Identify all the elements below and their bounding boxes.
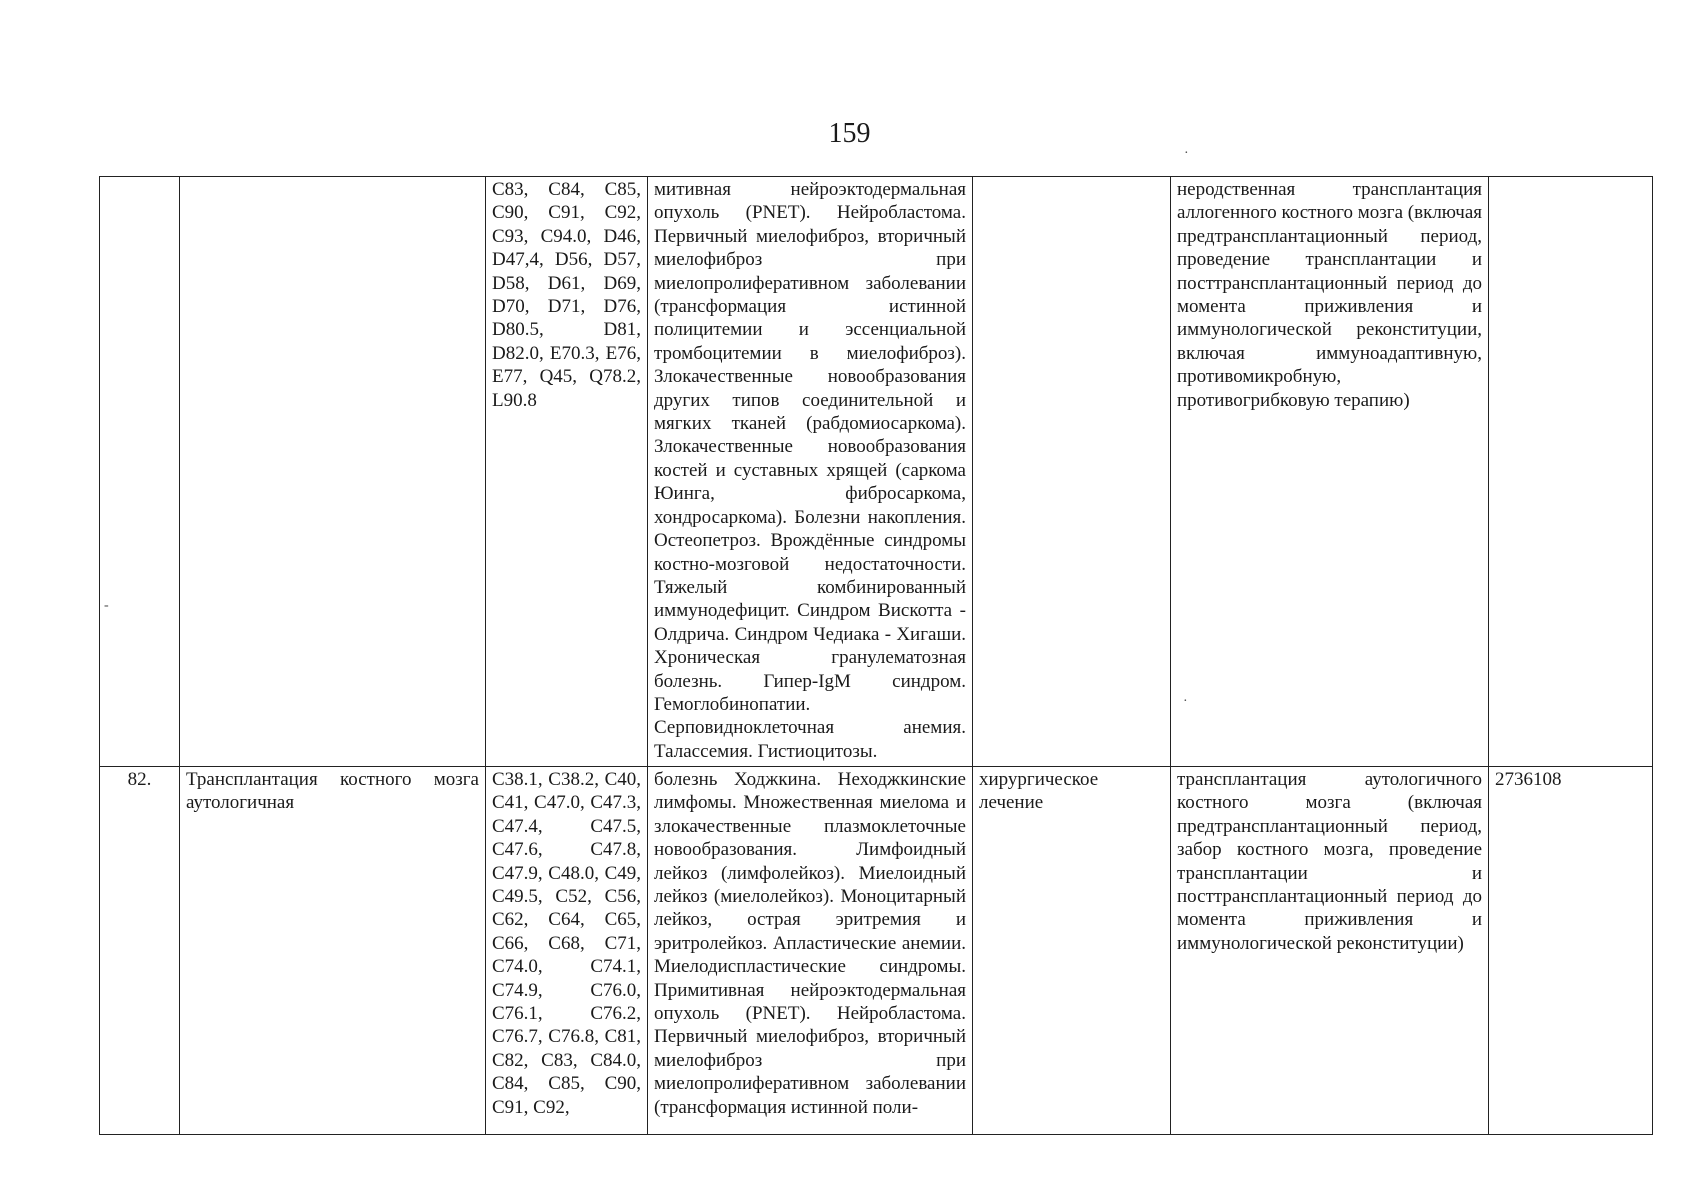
scan-speck: · <box>1184 146 1189 161</box>
procedure-name <box>180 177 486 767</box>
patient-model: митивная нейроэктодермальная опухоль (PNET). Нейробластома. Первичный миелофиброз, вторичный миелофиброз при миелопролиферативном заболевании (трансформация истинной полицитемии и эссенциальной тромбоцитемии в миелофиброз). Злокачественные новообразования других типов соединительной и мягких тканей (рабдомиосаркома). Злокачественные новообразования костей и суставных хрящей (саркома Юинга, фибросаркома, хондросаркома). Болезни накопления. Остеопетроз. Врождённые синдромы костно-мозговой недостаточности. Тяжелый комбинированный иммунодефицит. Синдром Вискотта - Олдрича. Синдром Чедиака - Хигаши. Хроническая гранулематозная болезнь. Гипер-IgM синдром. Гемоглобинопатии. Серповидноклеточная анемия. Талассемия. Гистиоцитозы. <box>648 177 973 767</box>
icd-codes: C38.1, C38.2, C40, C41, C47.0, C47.3, C47.4, C47.5, C47.6, C47.8, C47.9, C48.0, C49, C49.5, C52, C56, C62, C64, C65, C66, C68, C71, C74.0, C74.1, C74.9, C76.0, C76.1, C76.2, C76.7, C76.8, C81, C82, C83, C84.0, C84, C85, C90, C91, C92, <box>486 767 648 1135</box>
treatment-method: неродственная трансплантация аллогенного костного мозга (включая предтрансплантационный период, проведение трансплантации и посттрансплантационный период до момента приживления и иммунологической реконституции, включая иммуноадаптивную, противомикробную, противогрибковую терапию) <box>1171 177 1489 767</box>
cost-value: 2736108 <box>1489 767 1653 1135</box>
treatment-type <box>973 177 1171 767</box>
scan-speck: · <box>1183 694 1188 709</box>
icd-codes: C83, C84, C85, C90, C91, C92, C93, C94.0, D46, D47,4, D56, D57, D58, D61, D69, D70, D71, D76, D80.5, D81, D82.0, E70.3, E76, E77, Q45, Q78.2, L90.8 <box>486 177 648 767</box>
cost-value <box>1489 177 1653 767</box>
table-row <box>100 177 1653 767</box>
row-index <box>100 177 180 767</box>
procedures-table <box>99 176 1653 1135</box>
patient-model: болезнь Ходжкина. Неходжкинские лимфомы. Множественная миелома и злокачественные плазмоклеточные новообразования. Лимфоидный лейкоз (лимфолейкоз). Миелоидный лейкоз (миелолейкоз). Моноцитарный лейкоз, острая эритремия и эритролейкоз. Апластические анемии. Миелодиспластические синдромы. Примитивная нейроэктодермальная опухоль (PNET). Нейробластома. Первичный миелофиброз, вторичный миелофиброз при миелопролиферативном заболевании (трансформация истинной поли- <box>648 767 973 1135</box>
scan-speck: - <box>104 598 109 613</box>
page-number: 159 <box>828 118 871 149</box>
treatment-method: трансплантация аутологичного костного мозга (включая предтрансплантационный период, забор костного мозга, проведение трансплантации и посттрансплантационный период до момента приживления и иммунологической реконституции) <box>1171 767 1489 1135</box>
row-index: 82. <box>100 767 180 1135</box>
treatment-type: хирургическое лечение <box>973 767 1171 1135</box>
procedure-name: Трансплантация костного мозга аутологичная <box>180 767 486 1135</box>
table-row <box>100 767 1653 1135</box>
